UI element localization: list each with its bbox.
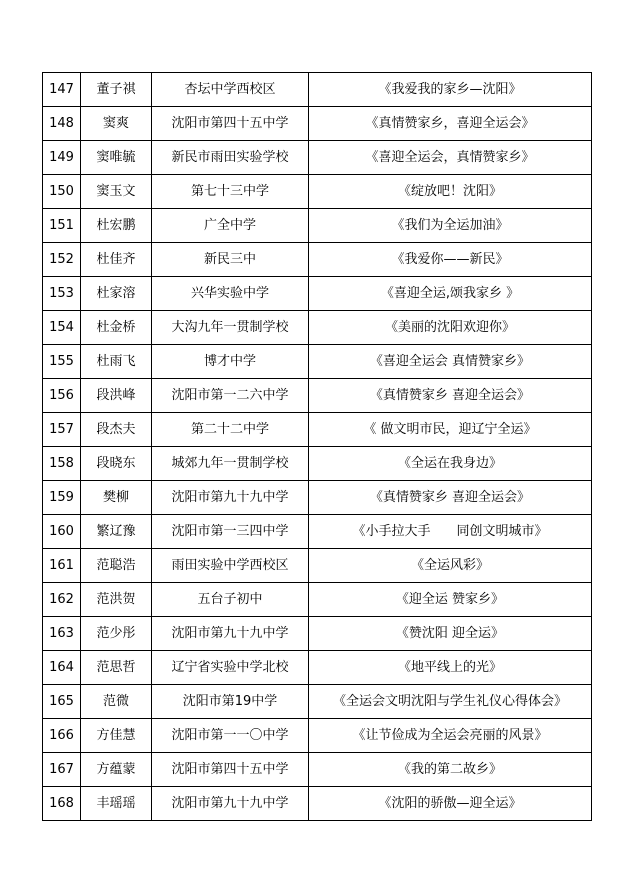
school-name-cell: 大沟九年一贯制学校 <box>152 311 309 345</box>
student-name-cell: 窦爽 <box>81 107 152 141</box>
entry-number-cell: 165 <box>43 685 81 719</box>
school-name-cell: 沈阳市第四十五中学 <box>152 107 309 141</box>
student-name-cell: 樊柳 <box>81 481 152 515</box>
entry-number-cell: 161 <box>43 549 81 583</box>
entry-number-cell: 168 <box>43 787 81 821</box>
essay-title-cell: 《让节俭成为全运会亮丽的风景》 <box>309 719 592 753</box>
table-row <box>43 73 592 107</box>
table-row <box>43 277 592 311</box>
essay-title-cell: 《全运会文明沈阳与学生礼仪心得体会》 <box>309 685 592 719</box>
student-name-cell: 范洪贺 <box>81 583 152 617</box>
table-row <box>43 413 592 447</box>
essay-title-cell: 《喜迎全运,颂我家乡 》 <box>309 277 592 311</box>
school-name-cell: 沈阳市第一一〇中学 <box>152 719 309 753</box>
essay-title-cell: 《小手拉大手 同创文明城市》 <box>309 515 592 549</box>
essay-title-cell: 《我的第二故乡》 <box>309 753 592 787</box>
essay-title-cell: 《真情赞家乡 喜迎全运会》 <box>309 481 592 515</box>
essay-title-cell: 《喜迎全运会 真情赞家乡》 <box>309 345 592 379</box>
table-row <box>43 685 592 719</box>
entry-number-cell: 167 <box>43 753 81 787</box>
entry-number-cell: 155 <box>43 345 81 379</box>
roster-table-body <box>43 73 592 821</box>
school-name-cell: 博才中学 <box>152 345 309 379</box>
table-row <box>43 481 592 515</box>
entry-number-cell: 157 <box>43 413 81 447</box>
school-name-cell: 城郊九年一贯制学校 <box>152 447 309 481</box>
student-name-cell: 杜佳齐 <box>81 243 152 277</box>
table-row <box>43 141 592 175</box>
essay-title-cell: 《迎全运 赞家乡》 <box>309 583 592 617</box>
student-name-cell: 方佳慧 <box>81 719 152 753</box>
essay-title-cell: 《沈阳的骄傲—迎全运》 <box>309 787 592 821</box>
school-name-cell: 沈阳市第一三四中学 <box>152 515 309 549</box>
table-row <box>43 617 592 651</box>
school-name-cell: 沈阳市第19中学 <box>152 685 309 719</box>
student-name-cell: 段杰夫 <box>81 413 152 447</box>
table-row <box>43 243 592 277</box>
entry-number-cell: 166 <box>43 719 81 753</box>
school-name-cell: 沈阳市第一二六中学 <box>152 379 309 413</box>
table-row <box>43 209 592 243</box>
table-row <box>43 719 592 753</box>
table-row <box>43 379 592 413</box>
student-name-cell: 段晓东 <box>81 447 152 481</box>
essay-title-cell: 《喜迎全运会，真情赞家乡》 <box>309 141 592 175</box>
essay-title-cell: 《绽放吧！沈阳》 <box>309 175 592 209</box>
entry-number-cell: 148 <box>43 107 81 141</box>
student-name-cell: 杜家溶 <box>81 277 152 311</box>
school-name-cell: 第二十二中学 <box>152 413 309 447</box>
table-row <box>43 107 592 141</box>
entry-number-cell: 151 <box>43 209 81 243</box>
school-name-cell: 雨田实验中学西校区 <box>152 549 309 583</box>
entry-number-cell: 149 <box>43 141 81 175</box>
student-name-cell: 窦唯毓 <box>81 141 152 175</box>
entry-number-cell: 160 <box>43 515 81 549</box>
school-name-cell: 新民市雨田实验学校 <box>152 141 309 175</box>
table-row <box>43 549 592 583</box>
student-name-cell: 范微 <box>81 685 152 719</box>
entry-number-cell: 163 <box>43 617 81 651</box>
student-name-cell: 繁辽豫 <box>81 515 152 549</box>
entry-number-cell: 147 <box>43 73 81 107</box>
entry-number-cell: 150 <box>43 175 81 209</box>
roster-table <box>42 72 592 821</box>
entry-number-cell: 153 <box>43 277 81 311</box>
table-row <box>43 447 592 481</box>
essay-title-cell: 《真情赞家乡，喜迎全运会》 <box>309 107 592 141</box>
school-name-cell: 沈阳市第九十九中学 <box>152 787 309 821</box>
essay-title-cell: 《地平线上的光》 <box>309 651 592 685</box>
school-name-cell: 五台子初中 <box>152 583 309 617</box>
essay-title-cell: 《真情赞家乡 喜迎全运会》 <box>309 379 592 413</box>
school-name-cell: 沈阳市第九十九中学 <box>152 617 309 651</box>
entry-number-cell: 158 <box>43 447 81 481</box>
entry-number-cell: 162 <box>43 583 81 617</box>
entry-number-cell: 154 <box>43 311 81 345</box>
table-row <box>43 753 592 787</box>
table-row <box>43 175 592 209</box>
essay-title-cell: 《美丽的沈阳欢迎你》 <box>309 311 592 345</box>
entry-number-cell: 152 <box>43 243 81 277</box>
essay-title-cell: 《我爱你——新民》 <box>309 243 592 277</box>
school-name-cell: 第七十三中学 <box>152 175 309 209</box>
school-name-cell: 新民三中 <box>152 243 309 277</box>
student-name-cell: 范少彤 <box>81 617 152 651</box>
essay-title-cell: 《全运风彩》 <box>309 549 592 583</box>
school-name-cell: 沈阳市第四十五中学 <box>152 753 309 787</box>
school-name-cell: 辽宁省实验中学北校 <box>152 651 309 685</box>
student-name-cell: 窦玉文 <box>81 175 152 209</box>
school-name-cell: 杏坛中学西校区 <box>152 73 309 107</box>
table-row <box>43 515 592 549</box>
student-name-cell: 丰瑶瑶 <box>81 787 152 821</box>
essay-title-cell: 《我们为全运加油》 <box>309 209 592 243</box>
table-row <box>43 311 592 345</box>
student-name-cell: 段洪峰 <box>81 379 152 413</box>
table-row <box>43 787 592 821</box>
essay-title-cell: 《全运在我身边》 <box>309 447 592 481</box>
student-name-cell: 杜雨飞 <box>81 345 152 379</box>
student-name-cell: 杜金桥 <box>81 311 152 345</box>
essay-title-cell: 《我爱我的家乡—沈阳》 <box>309 73 592 107</box>
essay-title-cell: 《赞沈阳 迎全运》 <box>309 617 592 651</box>
essay-title-cell: 《 做文明市民，迎辽宁全运》 <box>309 413 592 447</box>
table-row <box>43 583 592 617</box>
table-row <box>43 345 592 379</box>
table-row <box>43 651 592 685</box>
school-name-cell: 兴华实验中学 <box>152 277 309 311</box>
student-name-cell: 方蕴蒙 <box>81 753 152 787</box>
entry-number-cell: 159 <box>43 481 81 515</box>
student-name-cell: 杜宏鹏 <box>81 209 152 243</box>
student-name-cell: 董子祺 <box>81 73 152 107</box>
entry-number-cell: 156 <box>43 379 81 413</box>
school-name-cell: 广全中学 <box>152 209 309 243</box>
school-name-cell: 沈阳市第九十九中学 <box>152 481 309 515</box>
entry-number-cell: 164 <box>43 651 81 685</box>
student-name-cell: 范思哲 <box>81 651 152 685</box>
student-name-cell: 范聪浩 <box>81 549 152 583</box>
